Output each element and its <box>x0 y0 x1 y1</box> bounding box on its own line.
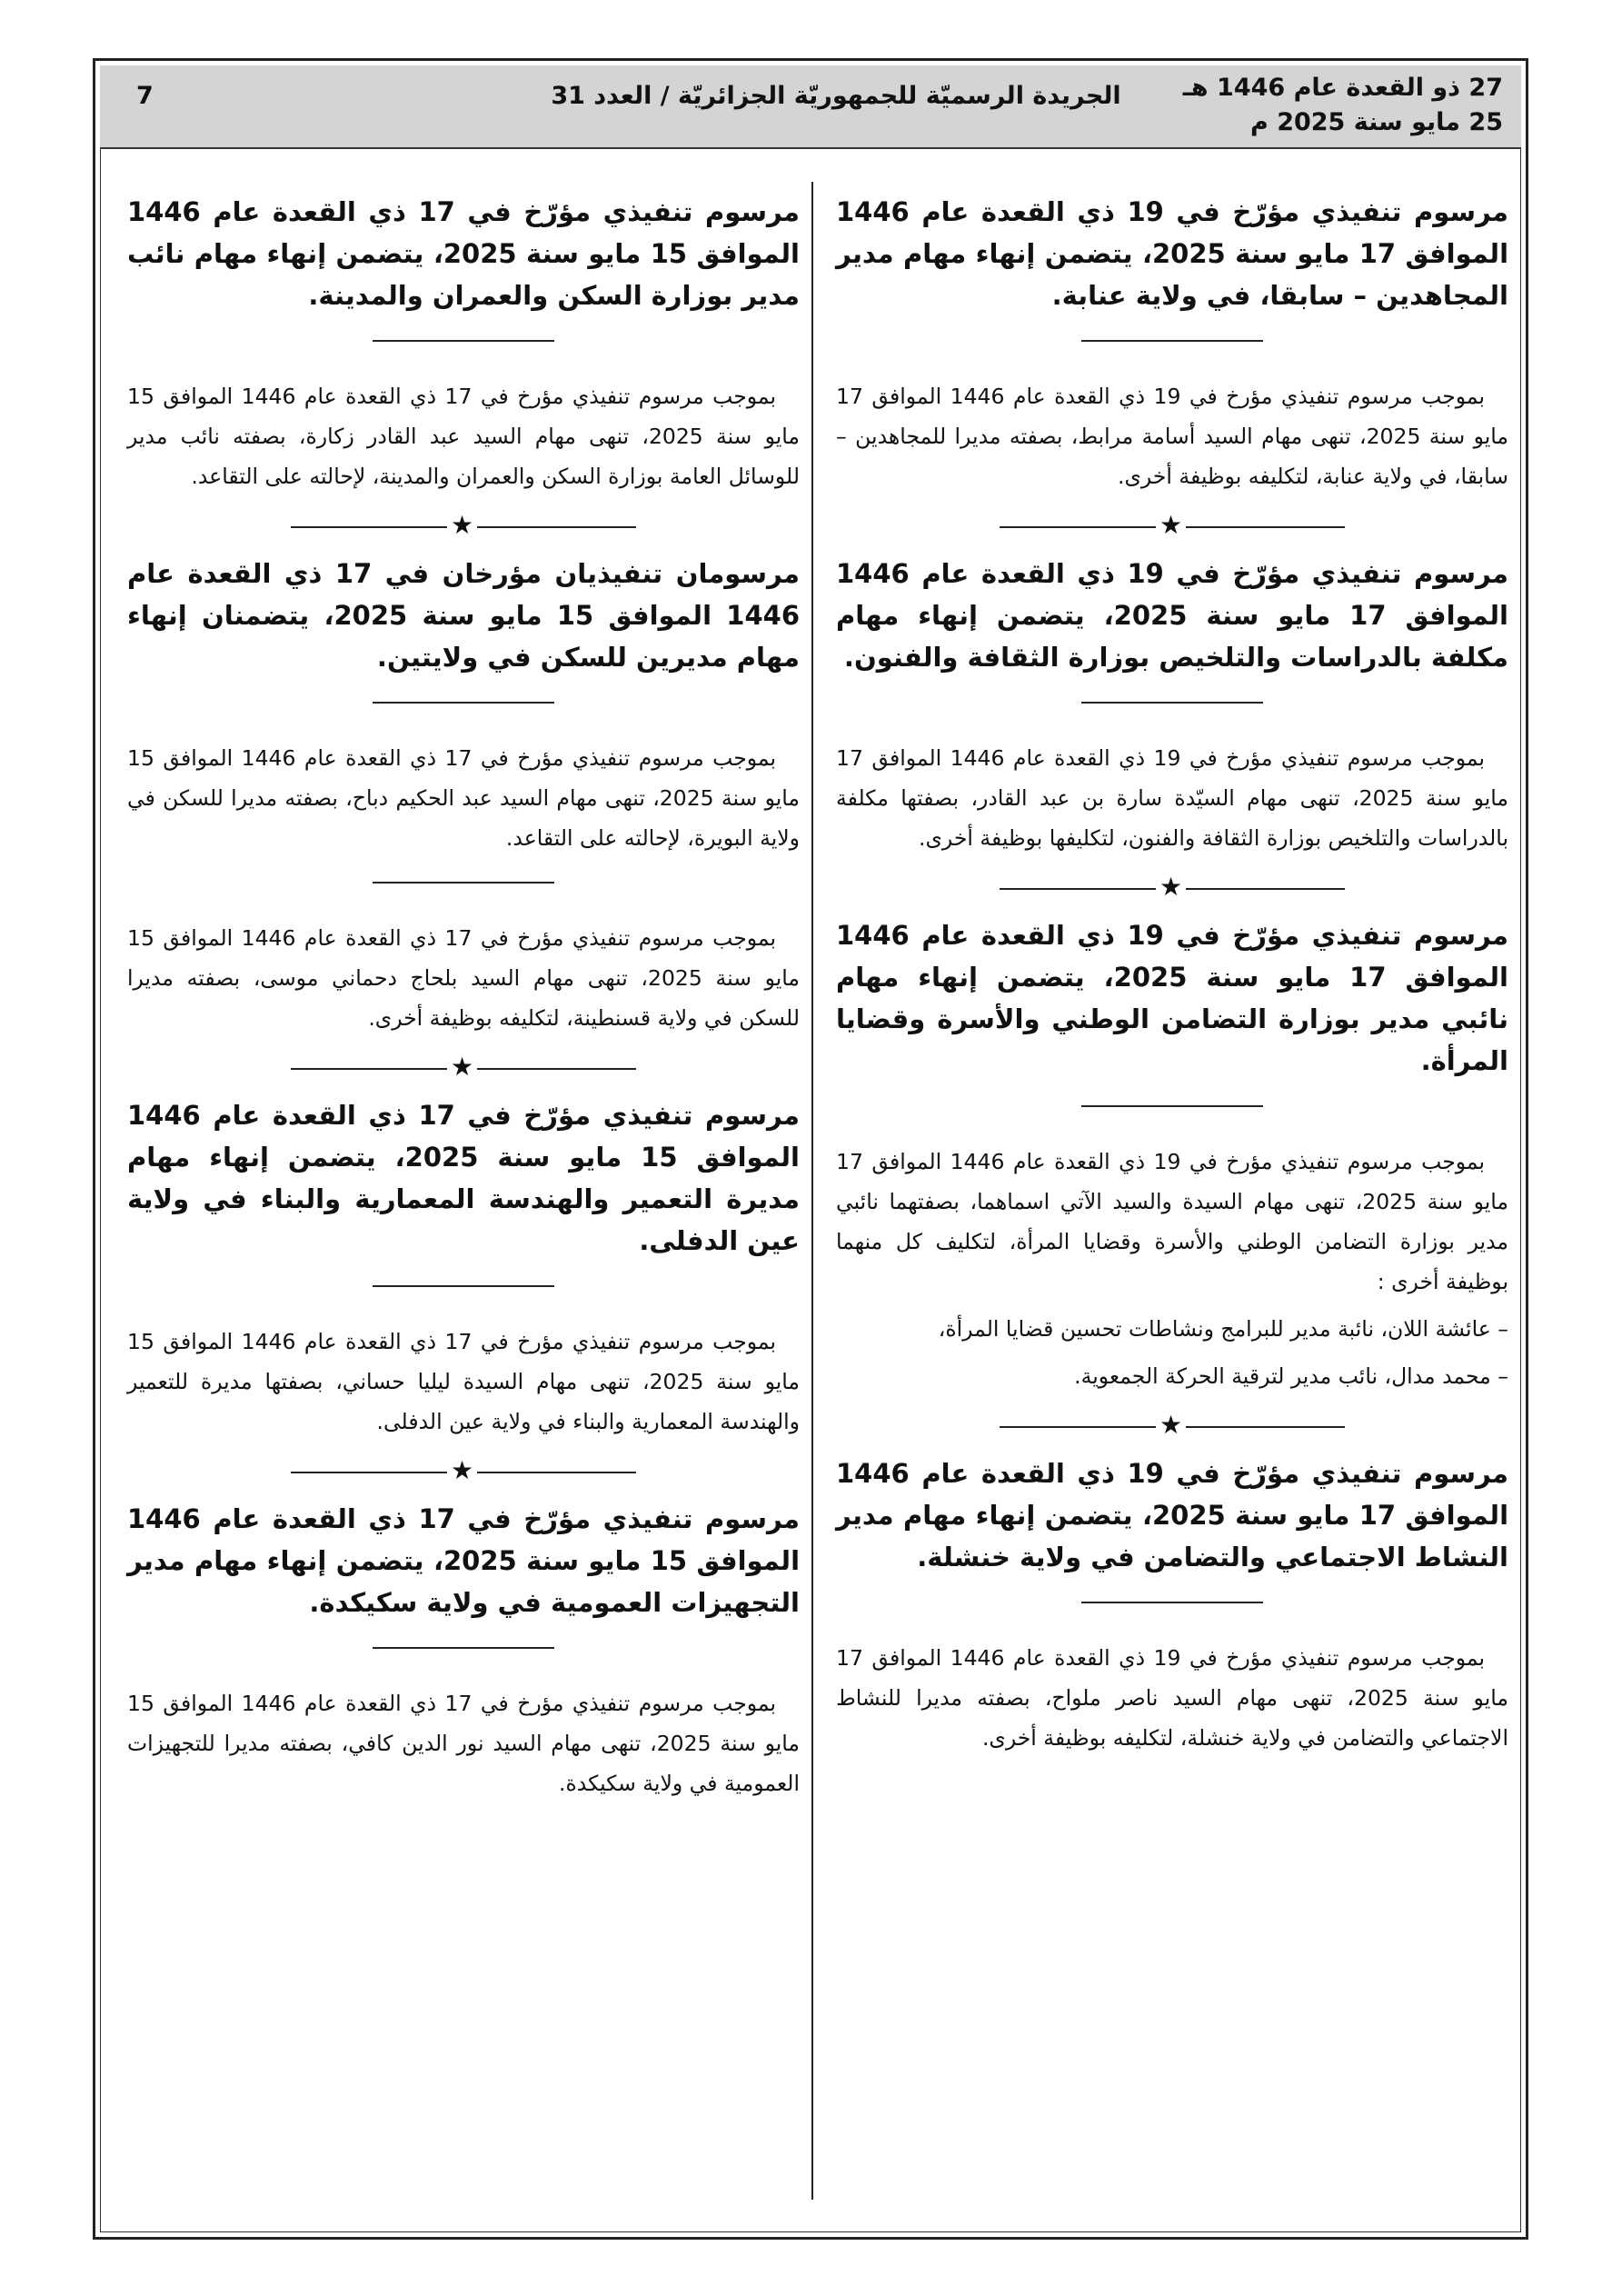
short-separator <box>1081 340 1263 342</box>
short-separator <box>373 882 554 883</box>
decree-title: مرسوم تنفيذي مؤرّخ في 19 ذي القعدة عام 1446 الموافق 17 مايو سنة 2025، يتضمن إنهاء مهام مدير النشاط الاجتماعي والتضامن في ولاية خنشلة. <box>836 1458 1509 1572</box>
star-icon: ★ <box>1156 511 1186 540</box>
decree-title: مرسوم تنفيذي مؤرّخ في 17 ذي القعدة عام 1446 الموافق 15 مايو سنة 2025، يتضمن إنهاء مهام مديرة التعمير والهندسة المعمارية والبناء في ولاية عين الدفلى. <box>127 1100 800 1256</box>
star-separator <box>1000 874 1345 902</box>
short-separator <box>373 702 554 704</box>
decree-title: مرسوم تنفيذي مؤرّخ في 19 ذي القعدة عام 1446 الموافق 17 مايو سنة 2025، يتضمن إنهاء مهام مكلفة بالدراسات والتلخيص بوزارة الثقافة والفنون. <box>836 558 1508 673</box>
header-date-hijri: 27 ذو القعدة عام 1446 هـ <box>1182 74 1503 102</box>
right-column <box>836 191 1508 1758</box>
decree-body: بموجب مرسوم تنفيذي مؤرخ في 17 ذي القعدة عام 1446 الموافق 15 مايو سنة 2025، تنهى مهام السيد عبد القادر زكارة، بصفته نائب مدير للوسائل العامة بوزارة السكن والعمران والمدينة، لإحالته على التقاعد. <box>127 384 801 489</box>
star-icon: ★ <box>1156 1411 1186 1440</box>
decree-list-item: – عائشة اللان، نائبة مدير للبرامج ونشاطات تحسين قضايا المرأة، <box>938 1316 1508 1342</box>
star-icon: ★ <box>447 1456 477 1485</box>
left-column <box>127 191 800 1803</box>
decree-body: بموجب مرسوم تنفيذي مؤرخ في 17 ذي القعدة عام 1446 الموافق 15 مايو سنة 2025، تنهى مهام السيد عبد الحكيم دباح، بصفته مديرا للسكن في ولاية البويرة، لإحالته على التقاعد. <box>127 745 801 851</box>
decree-title: مرسوم تنفيذي مؤرّخ في 19 ذي القعدة عام 1446 الموافق 17 مايو سنة 2025، يتضمن إنهاء مهام نائبي مدير بوزارة التضامن الوطني والأسرة وقضايا المرأة. <box>836 920 1508 1076</box>
short-separator <box>373 1285 554 1287</box>
star-icon: ★ <box>447 1053 477 1082</box>
page-number: 7 <box>136 82 154 110</box>
short-separator <box>1081 1602 1263 1603</box>
short-separator <box>1081 1105 1263 1107</box>
star-icon: ★ <box>447 511 477 540</box>
page-header <box>100 65 1521 149</box>
decree-body: بموجب مرسوم تنفيذي مؤرخ في 19 ذي القعدة عام 1446 الموافق 17 مايو سنة 2025، تنهى مهام السيدة والسيد الآتي اسماهما، بصفتهما نائبي مدير بوزارة التضامن الوطني والأسرة وقضايا المرأة، لتكليف كل منهما بوظيفة أخرى : <box>836 1149 1508 1294</box>
star-separator <box>291 1455 636 1485</box>
header-title: الجريدة الرسميّة للجمهوريّة الجزائريّة / العدد 31 <box>551 82 1121 110</box>
decree-body: بموجب مرسوم تنفيذي مؤرخ في 19 ذي القعدة عام 1446 الموافق 17 مايو سنة 2025، تنهى مهام السيد ناصر ملواح، بصفته مديرا للنشاط الاجتماعي والتضامن في ولاية خنشلة، لتكليفه بوظيفة أخرى. <box>836 1645 1508 1751</box>
decree-title: مرسوم تنفيذي مؤرّخ في 17 ذي القعدة عام 1446 الموافق 15 مايو سنة 2025، يتضمن إنهاء مهام نائب مدير بوزارة السكن والعمران والمدينة. <box>127 196 800 311</box>
decree-body: بموجب مرسوم تنفيذي مؤرخ في 17 ذي القعدة عام 1446 الموافق 15 مايو سنة 2025، تنهى مهام السيد نور الدين كافي، بصفته مديرا للتجهيزات العمومية في ولاية سكيكدة. <box>127 1691 801 1796</box>
star-separator <box>291 510 636 540</box>
decree-body: بموجب مرسوم تنفيذي مؤرخ في 19 ذي القعدة عام 1446 الموافق 17 مايو سنة 2025، تنهى مهام السيّدة سارة بن عبد القادر، بصفتها مكلفة بالدراسات والتلخيص بوزارة الثقافة والفنون، لتكليفها بوظيفة أخرى. <box>836 745 1508 851</box>
decree-title: مرسومان تنفيذيان مؤرخان في 17 ذي القعدة عام 1446 الموافق 15 مايو سنة 2025، يتضمنان إنهاء مهام مديرين للسكن في ولايتين. <box>127 558 800 673</box>
star-icon: ★ <box>1156 873 1186 902</box>
header-date-gregorian: 25 مايو سنة 2025 م <box>1249 108 1503 136</box>
decree-body: بموجب مرسوم تنفيذي مؤرخ في 17 ذي القعدة عام 1446 الموافق 15 مايو سنة 2025، تنهى مهام السيد بلحاج دحماني موسى، بصفته مديرا للسكن في ولاية قسنطينة، لتكليفه بوظيفة أخرى. <box>127 925 800 1031</box>
short-separator <box>1081 702 1263 704</box>
decree-body: بموجب مرسوم تنفيذي مؤرخ في 19 ذي القعدة عام 1446 الموافق 17 مايو سنة 2025، تنهى مهام السيد أسامة مرابط، بصفته مديرا للمجاهدين – سابقا، في ولاية عنابة، لتكليفه بوظيفة أخرى. <box>836 384 1508 489</box>
star-separator <box>1000 510 1345 540</box>
short-separator <box>373 340 554 342</box>
star-separator <box>291 1054 636 1082</box>
star-separator <box>1000 1410 1345 1440</box>
column-divider <box>811 182 813 2200</box>
decree-title: مرسوم تنفيذي مؤرّخ في 17 ذي القعدة عام 1446 الموافق 15 مايو سنة 2025، يتضمن إنهاء مهام مدير التجهيزات العمومية في ولاية سكيكدة. <box>127 1503 801 1618</box>
decree-title: مرسوم تنفيذي مؤرّخ في 19 ذي القعدة عام 1446 الموافق 17 مايو سنة 2025، يتضمن إنهاء مهام مدير المجاهدين – سابقا، في ولاية عنابة. <box>836 196 1509 311</box>
decree-list-item: – محمد مدال، نائب مدير لترقية الحركة الجمعوية. <box>1074 1363 1508 1389</box>
decree-body: بموجب مرسوم تنفيذي مؤرخ في 17 ذي القعدة عام 1446 الموافق 15 مايو سنة 2025، تنهى مهام السيدة ليليا حساني، بصفتها مديرة للتعمير والهندسة المعمارية والبناء في ولاية عين الدفلى. <box>127 1329 800 1434</box>
header-date <box>1183 71 1503 140</box>
short-separator <box>373 1647 554 1649</box>
